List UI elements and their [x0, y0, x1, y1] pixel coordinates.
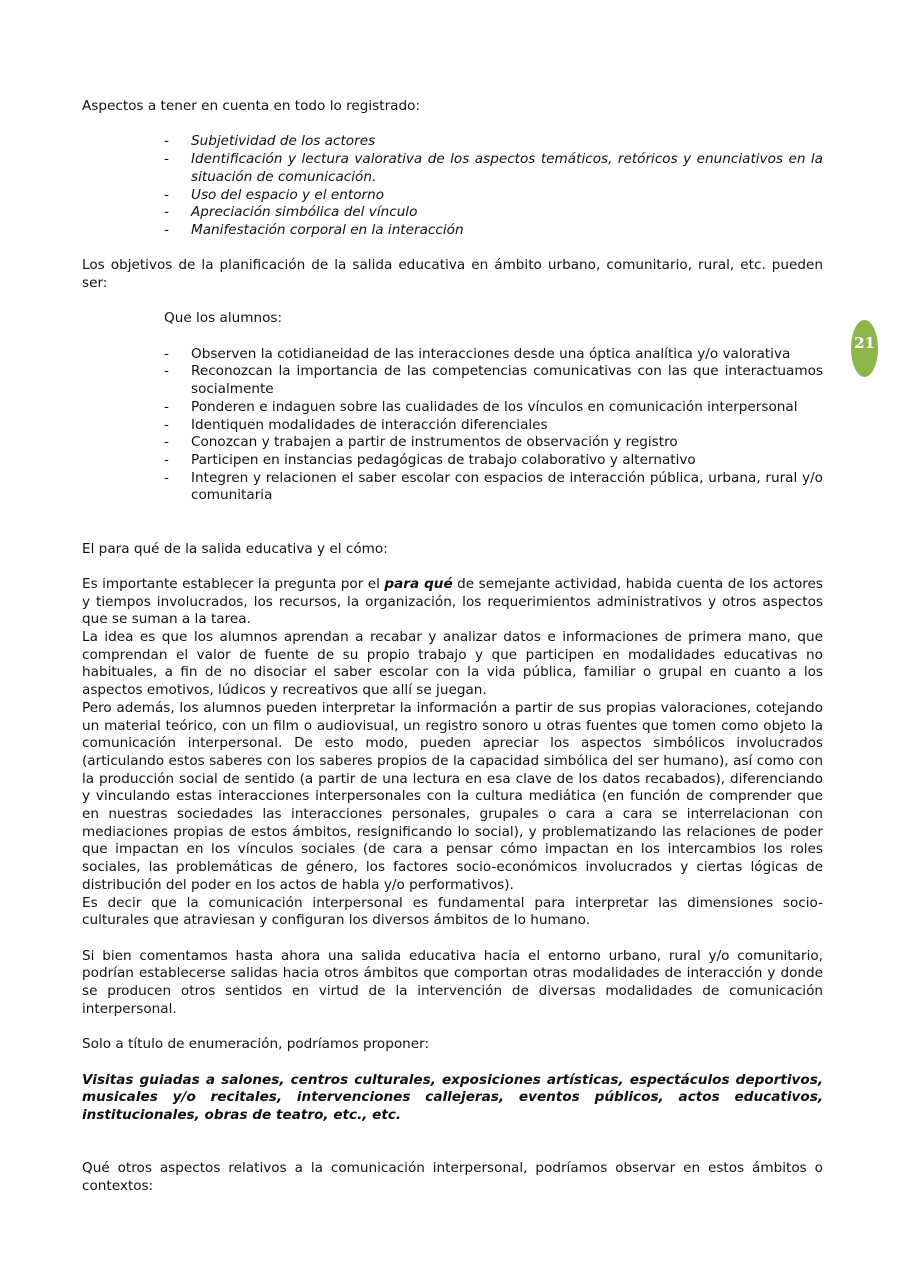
list-item: - Integren y relacionen el saber escolar con espacios de interacción pública, urbana, rural y/o comunitaria [164, 470, 823, 505]
document-body [82, 98, 823, 1195]
list-item: - Conozcan y trabajen a partir de instrumentos de observación y registro [164, 434, 823, 452]
paragraph-7: Visitas guiadas a salones, centros culturales, exposiciones artísticas, espectáculos deportivos, musicales y/o recitales, intervenciones callejeras, eventos públicos, actos educativos, institucionales, obras de teatro, etc., etc. [82, 1071, 823, 1123]
list-item: - Identificación y lectura valorativa de los aspectos temáticos, retóricos y enunciativos en la situación de comunicación. [164, 151, 823, 186]
page-number: 21 [854, 334, 875, 352]
aspects-list [82, 133, 823, 239]
emphasis-para-que: para qué [384, 575, 453, 592]
students-intro: Que los alumnos: [164, 310, 283, 327]
list-item: - Apreciación simbólica del vínculo [164, 204, 823, 222]
paragraph-5: Si bien comentamos hasta ahora una salida educativa hacia el entorno urbano, rural y/o comunitario, podrían establecerse salidas hacia otros ámbitos que comportan otras modalidades de interacción y donde se producen otros sentidos en virtud de la intervención de diversas modalidades de comunicación interpersonal. [82, 947, 823, 1017]
list-item: - Uso del espacio y el entorno [164, 187, 823, 205]
list-item: - Participen en instancias pedagógicas de trabajo colaborativo y alternativo [164, 452, 823, 470]
list-item: - Reconozcan la importancia de las competencias comunicativas con las que interactuamos socialmente [164, 363, 823, 398]
paragraph-6: Solo a título de enumeración, podríamos proponer: [82, 1036, 430, 1053]
list-item: - Ponderen e indaguen sobre las cualidades de los vínculos en comunicación interpersonal [164, 399, 823, 417]
list-item: - Observen la cotidianeidad de las interacciones desde una óptica analítica y/o valorativa [164, 346, 823, 364]
list-item: - Subjetividad de los actores [164, 133, 823, 151]
objectives-intro: Los objetivos de la planificación de la salida educativa en ámbito urbano, comunitario, rural, etc. pueden ser: [82, 257, 823, 291]
page-number-badge [851, 320, 878, 377]
section-title: El para qué de la salida educativa y el cómo: [82, 540, 388, 557]
list-item: - Identiquen modalidades de interacción diferenciales [164, 417, 823, 435]
list-item: - Manifestación corporal en la interacción [164, 222, 823, 240]
paragraph-2: La idea es que los alumnos aprendan a recabar y analizar datos e informaciones de primera mano, que comprendan el valor de fuente de su propio trabajo y que participen en modalidades educativas no habituales, a fin de no disociar el saber escolar con la vida pública, familiar o grupal en cuanto a los aspectos emotivos, lúdicos y recreativos que allí se juegan. [82, 629, 823, 699]
paragraph-1: Es importante establecer la pregunta por el para qué de semejante actividad, habida cuenta de los actores y tiempos involucrados, los recursos, la organización, los requerimientos administrativos y otros aspectos que se suman a la tarea. [82, 575, 823, 628]
aspects-intro: Aspectos a tener en cuenta en todo lo registrado: [82, 98, 421, 114]
paragraph-4: Es decir que la comunicación interpersonal es fundamental para interpretar las dimensiones socio-culturales que atraviesan y configuran los diversos ámbitos de lo humano. [82, 894, 823, 929]
paragraph-8: Qué otros aspectos relativos a la comunicación interpersonal, podríamos observar en estos ámbitos o contextos: [82, 1160, 823, 1194]
paragraph-3: Pero además, los alumnos pueden interpretar la información a partir de sus propias valoraciones, cotejando un material teórico, con un film o audiovisual, un registro sonoro u otras fuentes que tomen como objeto la comunicación interpersonal. De esto modo, pueden apreciar los aspectos simbólicos involucrados (articulando estos saberes con los saberes propios de la capacidad simbólica del ser humano), así como con la producción social de sentido (a partir de una lectura en esa clave de los datos recabados), diferenciando y vinculando estas interacciones interpersonales con la cultura mediática (en función de comprender que en nuestras sociedades las interacciones personales, grupales o cara a cara se interrelacionan con mediaciones propias de estos ámbitos, resignificando lo social), y problematizando las relaciones de poder que impactan en los vínculos sociales (de cara a pensar cómo impactan en los intercambios los roles sociales, las problemáticas de género, los factores socio-económicos involucrados y ciertas lógicas de distribución del poder en los actos de habla y/o performativos). [82, 699, 823, 893]
objectives-list [82, 346, 823, 505]
